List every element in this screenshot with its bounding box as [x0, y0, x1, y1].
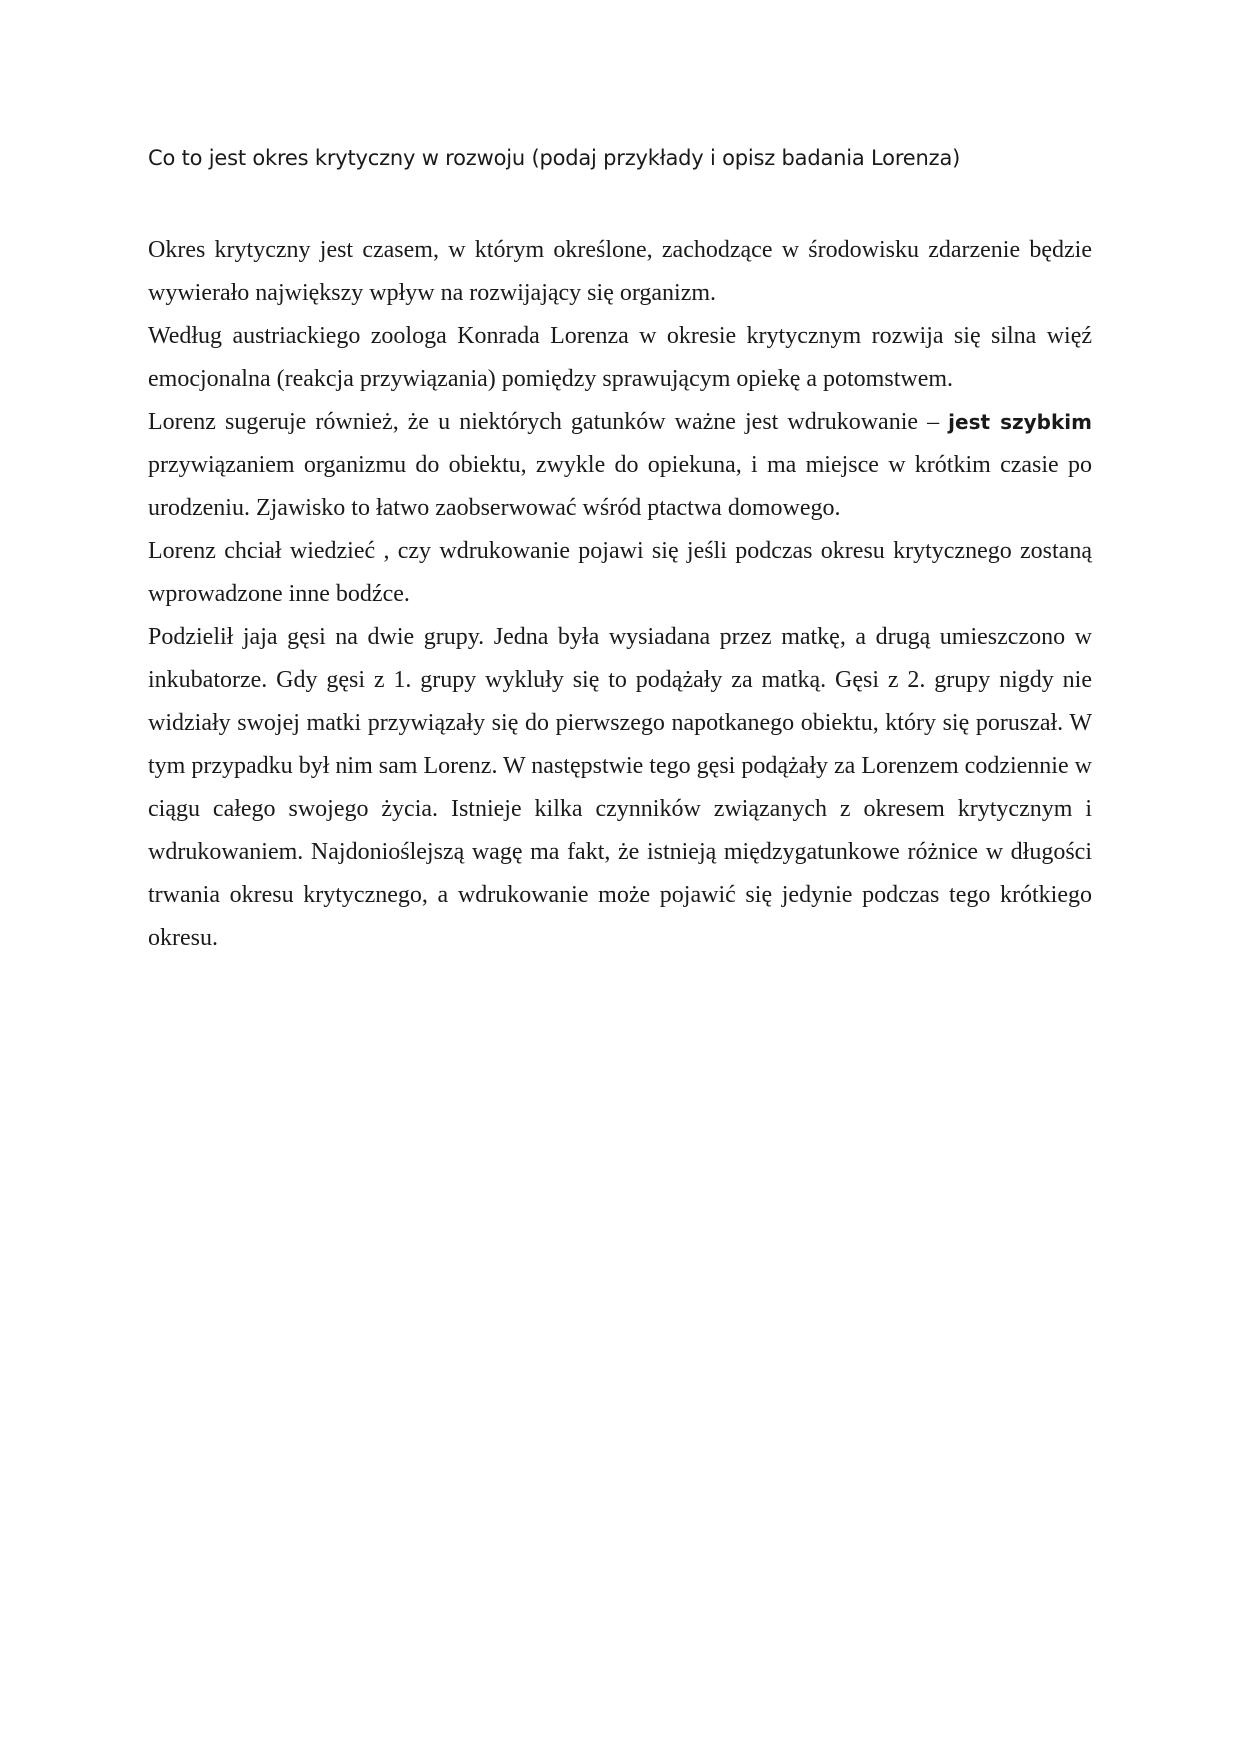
- document-body: [148, 229, 1092, 960]
- paragraph-imprinting-bold: jest szybkim: [948, 410, 1092, 434]
- paragraph-imprinting-end: przywiązaniem organizmu do obiektu, zwykle do opiekuna, i ma miejsce w krótkim czasie po urodzeniu. Zjawisko to łatwo zaobserwować wśród ptactwa domowego.: [148, 452, 1092, 521]
- paragraph-experiment: Podzielił jaja gęsi na dwie grupy. Jedna była wysiadana przez matkę, a drugą umieszczono w inkubatorze. Gdy gęsi z 1. grupy wykluły się to podążały za matką. Gęsi z 2. grupy nigdy nie widziały swojej matki przywiązały się do pierwszego napotkanego obiektu, który się poruszał. W tym przypadku był nim sam Lorenz. W następstwie tego gęsi podążały za Lorenzem codziennie w ciągu całego swojego życia. Istnieje kilka czynników związanych z okresem krytycznym i wdrukowaniem. Najdonioślejszą wagę ma fakt, że istnieją międzygatunkowe różnice w długości trwania okresu krytycznego, a wdrukowanie może pojawić się jedynie podczas tego krótkiego okresu.: [148, 624, 1092, 951]
- paragraph-imprinting: [148, 401, 1092, 530]
- paragraph-imprinting-start: Lorenz sugeruje również, że u niektórych gatunków ważne jest wdrukowanie –: [148, 409, 949, 435]
- document-title: Co to jest okres krytyczny w rozwoju (podaj przykłady i opisz badania Lorenza): [148, 146, 961, 170]
- paragraph-lorenz-question: Lorenz chciał wiedzieć , czy wdrukowanie pojawi się jeśli podczas okresu krytycznego zostaną wprowadzone inne bodźce.: [148, 538, 1092, 607]
- paragraph-definition: Okres krytyczny jest czasem, w którym określone, zachodzące w środowisku zdarzenie będzie wywierało największy wpływ na rozwijający się organizm.: [148, 237, 1092, 306]
- paragraph-lorenz-bond: Według austriackiego zoologa Konrada Lorenza w okresie krytycznym rozwija się silna więź emocjonalna (reakcja przywiązania) pomiędzy sprawującym opiekę a potomstwem.: [148, 323, 1092, 392]
